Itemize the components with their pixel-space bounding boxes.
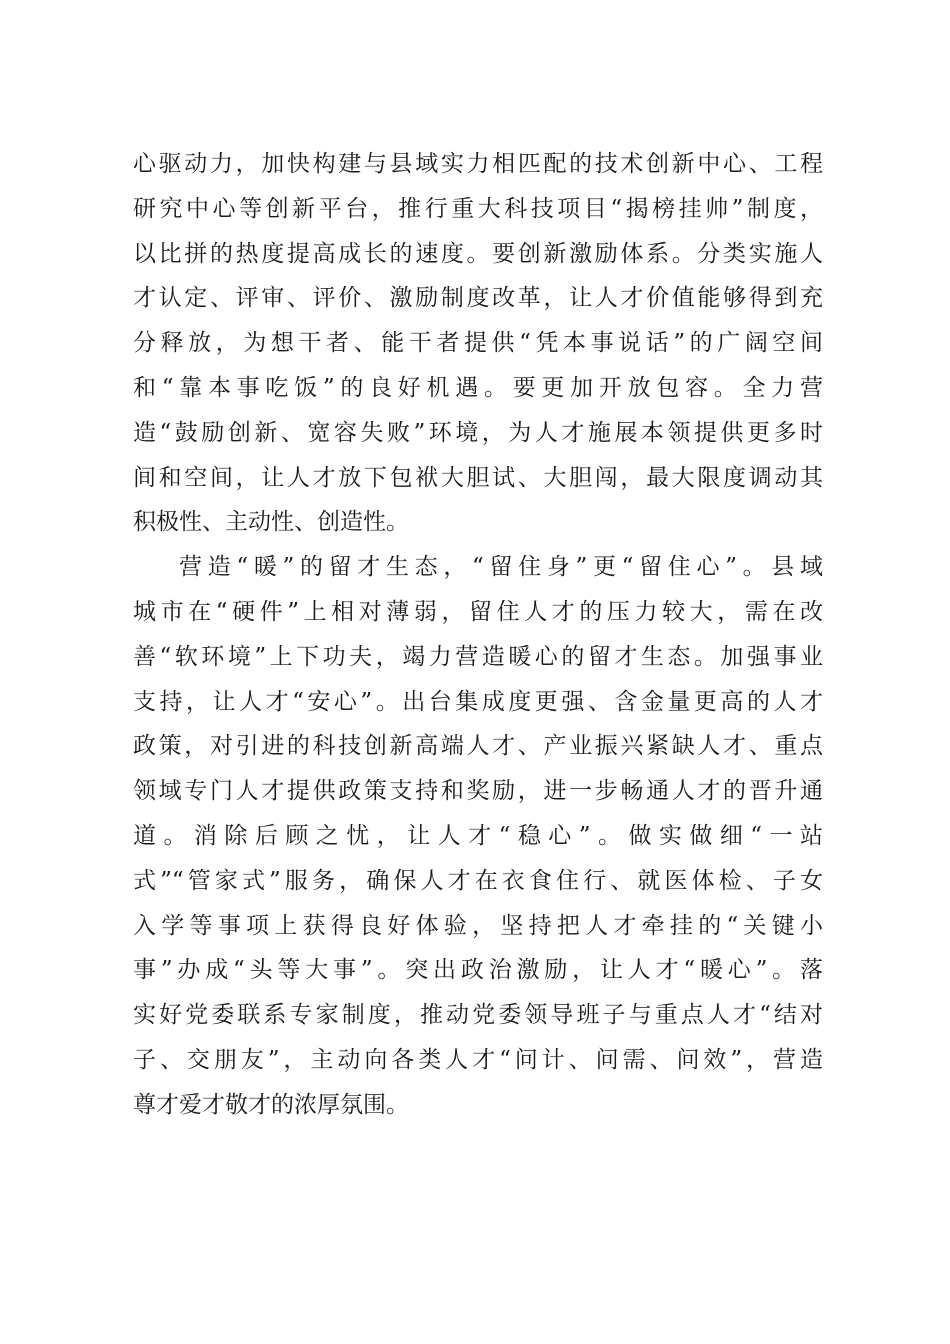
text-line: 道。消除后顾之忧，让人才“稳心”。做实做细“一站: [133, 822, 823, 849]
text-line: 善“软环境”上下功夫，竭力营造暖心的留才生态。加强事业: [133, 643, 823, 670]
text-line: 政策，对引进的科技创新高端人才、产业振兴紧缺人才、重点: [133, 733, 823, 760]
text-line: 领域专门人才提供政策支持和奖励，进一步畅通人才的晋升通: [133, 778, 823, 805]
text-line: 支持，让人才“安心”。出台集成度更强、含金量更高的人才: [133, 688, 823, 715]
text-line: 才认定、评审、评价、激励制度改革，让人才价值能够得到充: [133, 285, 823, 312]
text-line: 实好党委联系专家制度，推动党委领导班子与重点人才“结对: [133, 1002, 823, 1029]
text-line: 以比拼的热度提高成长的速度。要创新激励体系。分类实施人: [133, 240, 823, 267]
text-line: 研究中心等创新平台，推行重大科技项目“揭榜挂帅”制度，: [133, 195, 823, 222]
text-line: 积极性、主动性、创造性。: [133, 509, 409, 536]
text-line: 子、交朋友”，主动向各类人才“问计、问需、问效”，营造: [133, 1046, 823, 1073]
text-line: 尊才爱才敬才的浓厚氛围。: [133, 1091, 409, 1118]
text-line: 心驱动力，加快构建与县域实力相匹配的技术创新中心、工程: [133, 151, 823, 177]
text-line: 和“靠本事吃饭”的良好机遇。要更加开放包容。全力营: [133, 374, 823, 401]
paragraph-start-line: 营造“暖”的留才生态，“留住身”更“留住心”。县域: [179, 554, 823, 581]
text-line: 事”办成“头等大事”。突出政治激励，让人才“暖心”。落: [133, 957, 823, 984]
text-line: 分释放，为想干者、能干者提供“凭本事说话”的广阔空间: [133, 330, 823, 357]
text-line: 城市在“硬件”上相对薄弱，留住人才的压力较大，需在改: [133, 598, 823, 625]
text-line: 式”“管家式”服务，确保人才在衣食住行、就医体检、子女: [133, 867, 823, 894]
text-line: 造“鼓励创新、宽容失败”环境，为人才施展本领提供更多时: [133, 419, 823, 446]
body-text: [133, 142, 823, 1128]
text-line: 入学等事项上获得良好体验，坚持把人才牵挂的“关键小: [133, 912, 823, 939]
text-line: 间和空间，让人才放下包袱大胆试、大胆闯，最大限度调动其: [133, 464, 823, 491]
